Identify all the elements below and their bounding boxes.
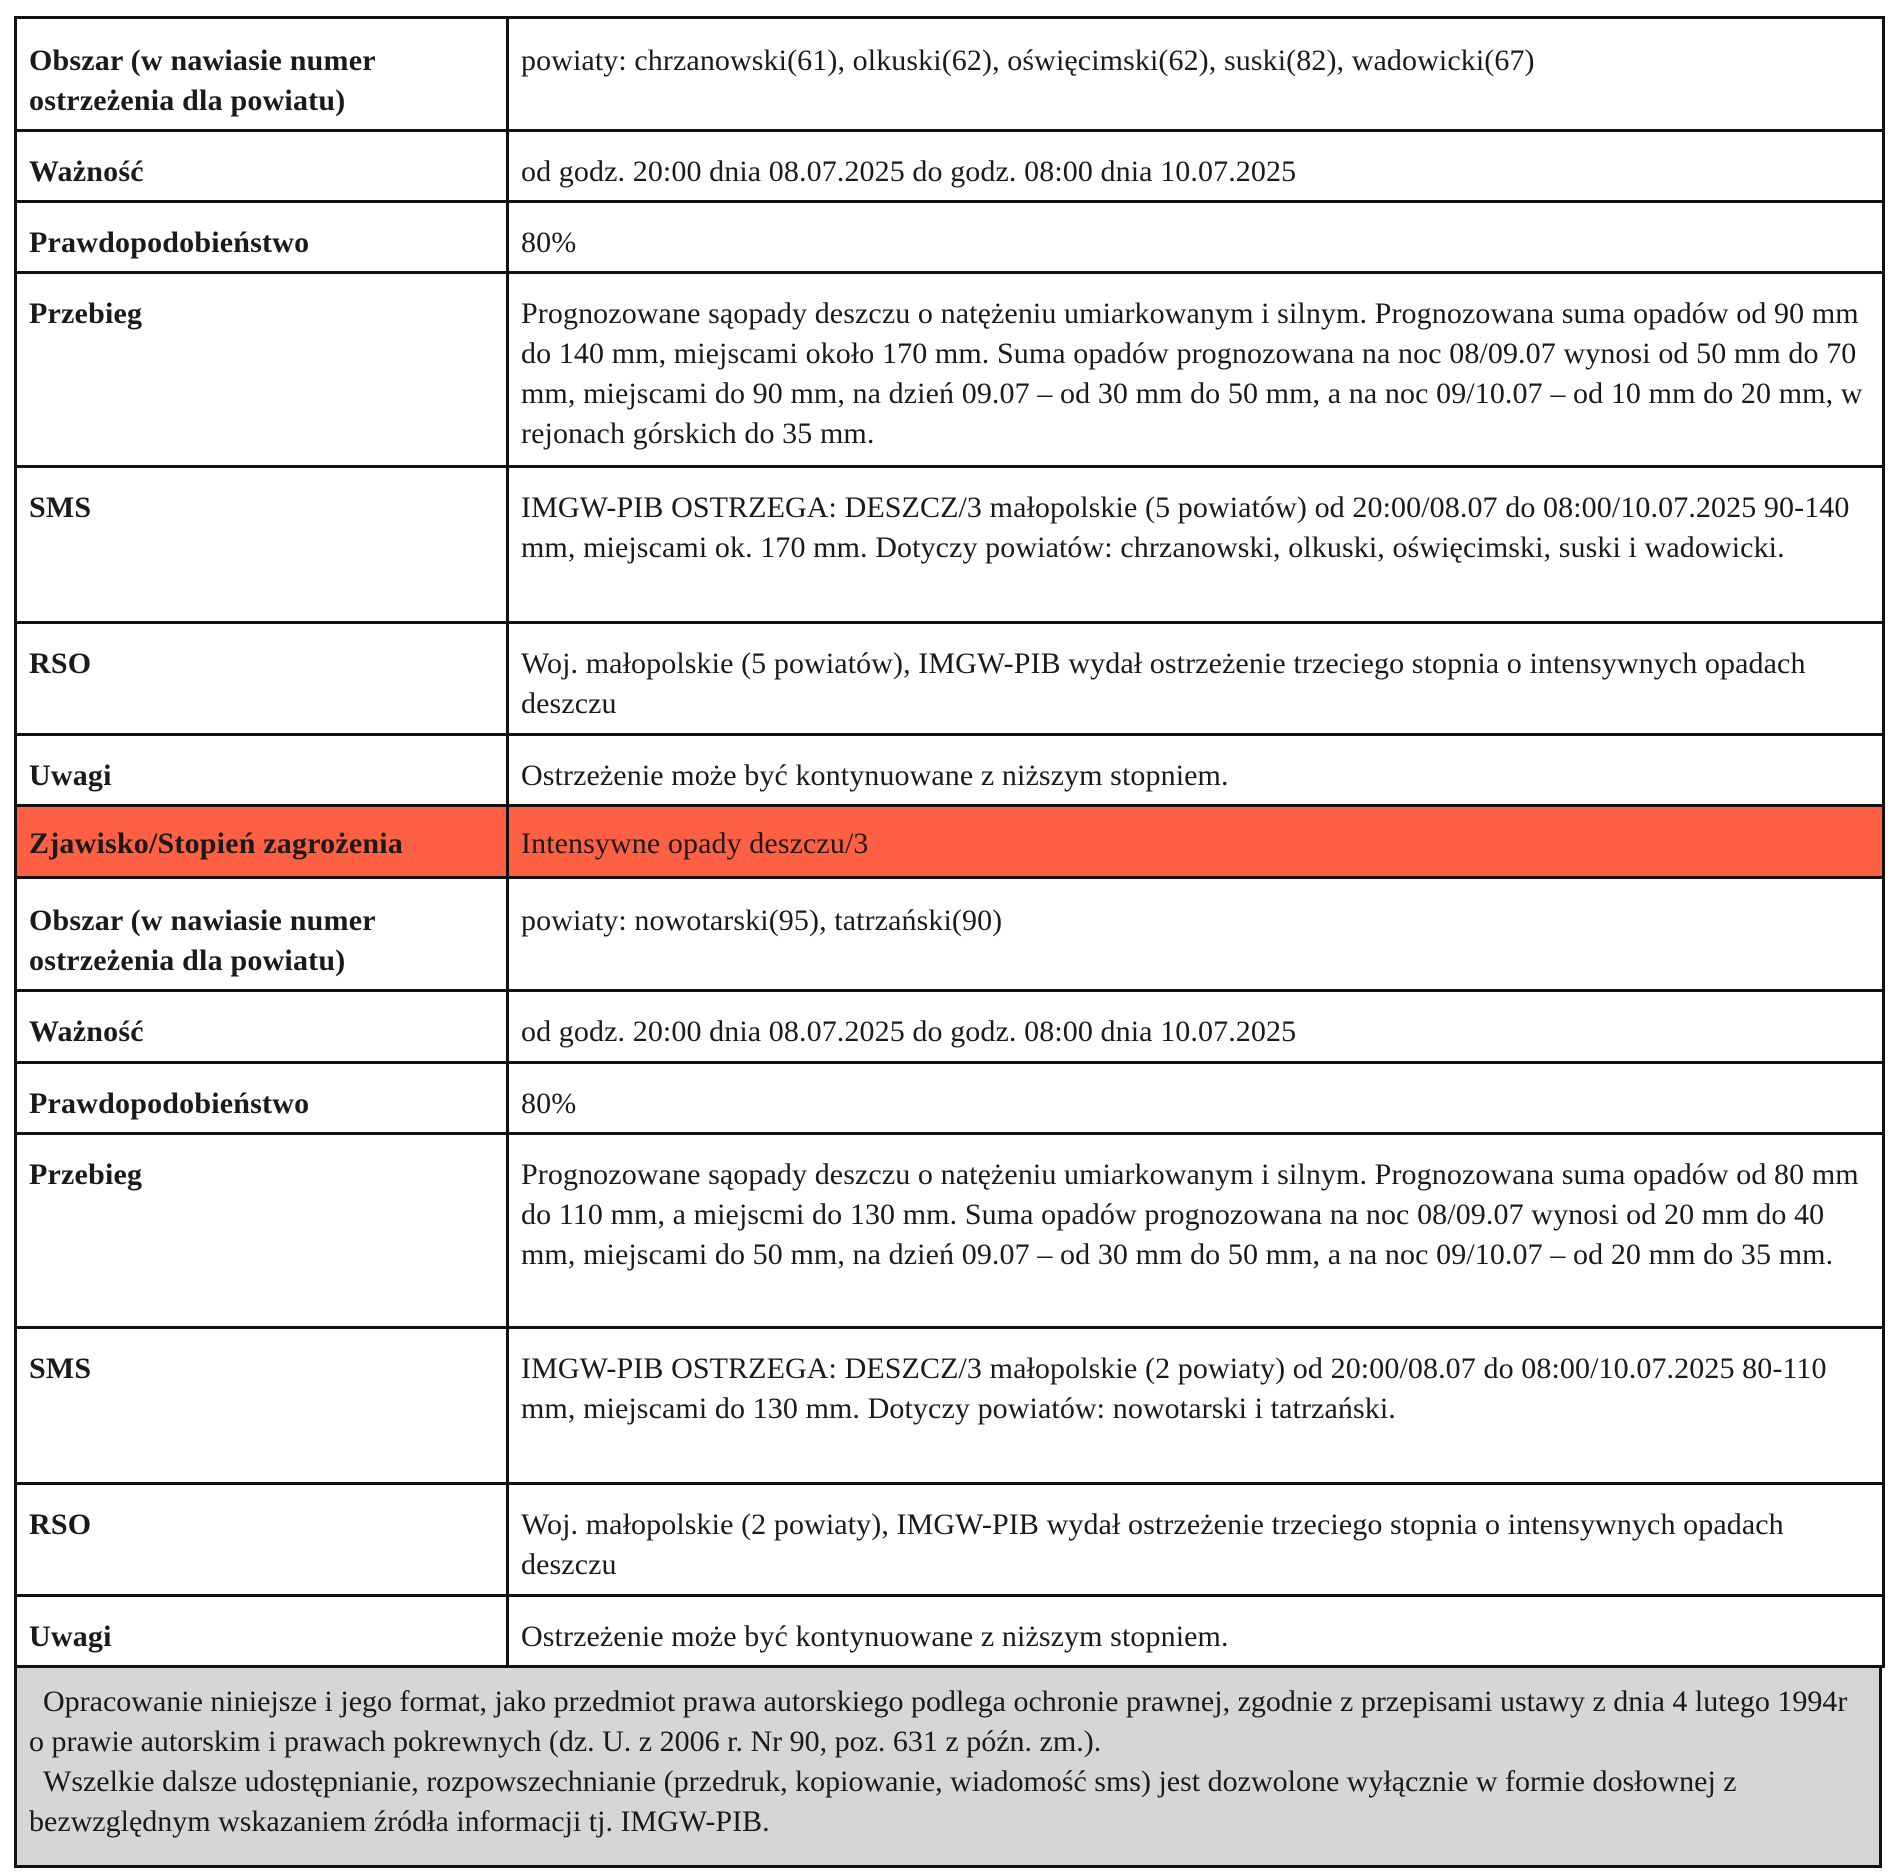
label-sms: SMS — [16, 1328, 508, 1484]
label-probability: Prawdopodobieństwo — [16, 202, 508, 273]
value-sms: IMGW-PIB OSTRZEGA: DESZCZ/3 małopolskie (5 powiatów) od 20:00/08.07 do 08:00/10.07.2025 90-140 mm, miejscami ok. 170 mm. Dotyczy powiatów: chrzanowski, olkuski, oświęcimski, suski i wadowicki. — [508, 467, 1884, 623]
value-sms: IMGW-PIB OSTRZEGA: DESZCZ/3 małopolskie (2 powiaty) od 20:00/08.07 do 08:00/10.07.2025 80-110 mm, miejscami do 130 mm. Dotyczy powiatów: nowotarski i tatrzański. — [508, 1328, 1884, 1484]
label-course: Przebieg — [16, 273, 508, 467]
row-notes — [16, 735, 1884, 806]
redistribution-paragraph: Wszelkie dalsze udostępnianie, rozpowszechnianie (przedruk, kopiowanie, wiadomość sms) jest dozwolone wyłącznie w formie dosłownej z bezwzględnym wskazaniem źródła informacji tj. IMGW-PIB. — [29, 1765, 1737, 1838]
value-rso: Woj. małopolskie (5 powiatów), IMGW-PIB wydał ostrzeżenie trzeciego stopnia o intensywnych opadach deszczu — [508, 623, 1884, 735]
label-notes: Uwagi — [16, 1596, 508, 1667]
row-validity — [16, 131, 1884, 202]
value-probability: 80% — [508, 1063, 1884, 1134]
label-rso: RSO — [16, 1484, 508, 1596]
row-sms — [16, 1328, 1884, 1484]
value-notes: Ostrzeżenie może być kontynuowane z niższym stopniem. — [508, 1596, 1884, 1667]
label-probability: Prawdopodobieństwo — [16, 1063, 508, 1134]
row-validity — [16, 991, 1884, 1063]
value-validity: od godz. 20:00 dnia 08.07.2025 do godz. 08:00 dnia 10.07.2025 — [508, 131, 1884, 202]
value-rso: Woj. małopolskie (2 powiaty), IMGW-PIB wydał ostrzeżenie trzeciego stopnia o intensywnych opadach deszczu — [508, 1484, 1884, 1596]
row-area — [16, 878, 1884, 991]
label-area: Obszar (w nawiasie numer ostrzeżenia dla powiatu) — [16, 18, 508, 131]
label-validity: Ważność — [16, 991, 508, 1063]
row-rso — [16, 1484, 1884, 1596]
label-notes: Uwagi — [16, 735, 508, 806]
value-course: Prognozowane sąopady deszczu o natężeniu umiarkowanym i silnym. Prognozowana suma opadów od 80 mm do 110 mm, a miejscmi do 130 mm. Suma opadów prognozowana na noc 08/09.07 wynosi od 20 mm do 40 mm, miejscami do 50 mm, na dzień 09.07 – od 30 mm do 50 mm, a na noc 09/10.07 – od 20 mm do 35 mm. — [508, 1134, 1884, 1328]
value-validity: od godz. 20:00 dnia 08.07.2025 do godz. 08:00 dnia 10.07.2025 — [508, 991, 1884, 1063]
value-phenomenon: Intensywne opady deszczu/3 — [508, 806, 1884, 878]
value-area: powiaty: chrzanowski(61), olkuski(62), oświęcimski(62), suski(82), wadowicki(67) — [508, 18, 1884, 131]
copyright-paragraph: Opracowanie niniejsze i jego format, jako przedmiot prawa autorskiego podlega ochronie prawnej, zgodnie z przepisami ustawy z dnia 4 lutego 1994r o prawie autorskim i prawach pokrewnych (dz. U. z 2006 r. Nr 90, poz. 631 z późn. zm.). — [29, 1685, 1848, 1758]
row-sms — [16, 467, 1884, 623]
copyright-footer — [14, 1668, 1882, 1868]
value-area: powiaty: nowotarski(95), tatrzański(90) — [508, 878, 1884, 991]
value-probability: 80% — [508, 202, 1884, 273]
label-validity: Ważność — [16, 131, 508, 202]
row-notes — [16, 1596, 1884, 1667]
value-course: Prognozowane sąopady deszczu o natężeniu umiarkowanym i silnym. Prognozowana suma opadów od 90 mm do 140 mm, miejscami około 170 mm. Suma opadów prognozowana na noc 08/09.07 wynosi od 50 mm do 70 mm, miejscami do 90 mm, na dzień 09.07 – od 30 mm do 50 mm, a na noc 09/10.07 – od 10 mm do 20 mm, w rejonach górskich do 35 mm. — [508, 273, 1884, 467]
row-course — [16, 1134, 1884, 1328]
label-course: Przebieg — [16, 1134, 508, 1328]
row-area — [16, 18, 1884, 131]
row-probability — [16, 1063, 1884, 1134]
row-probability — [16, 202, 1884, 273]
label-rso: RSO — [16, 623, 508, 735]
row-course — [16, 273, 1884, 467]
warning-table — [14, 16, 1885, 1668]
warning-document — [14, 16, 1882, 1868]
row-phenomenon — [16, 806, 1884, 878]
label-phenomenon: Zjawisko/Stopień zagrożenia — [16, 806, 508, 878]
value-notes: Ostrzeżenie może być kontynuowane z niższym stopniem. — [508, 735, 1884, 806]
label-area: Obszar (w nawiasie numer ostrzeżenia dla powiatu) — [16, 878, 508, 991]
row-rso — [16, 623, 1884, 735]
label-sms: SMS — [16, 467, 508, 623]
